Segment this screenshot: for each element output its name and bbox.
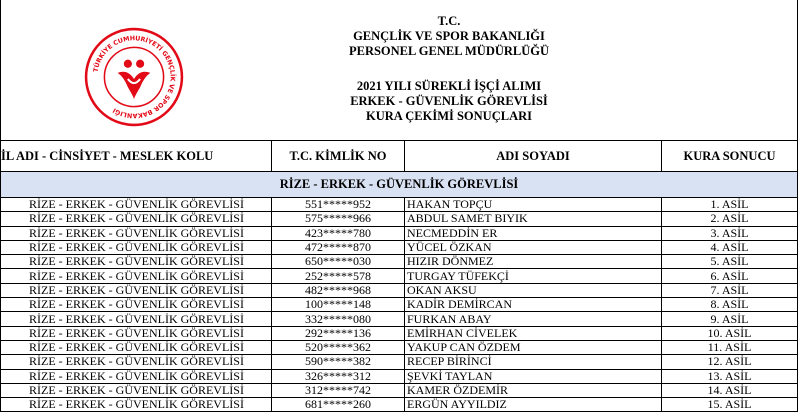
cell-province: RİZE - ERKEK - GÜVENLİK GÖREVLİSİ	[1, 198, 272, 212]
title-line-recruitment: 2021 YILI SÜREKLİ İŞÇİ ALIMI	[356, 79, 542, 93]
cell-id-number: 482*****968	[272, 283, 405, 297]
cell-province: RİZE - ERKEK - GÜVENLİK GÖREVLİSİ	[1, 398, 272, 412]
cell-province: RİZE - ERKEK - GÜVENLİK GÖREVLİSİ	[1, 255, 272, 269]
cell-id-number: 292*****136	[272, 326, 405, 340]
table-row	[1, 298, 798, 312]
cell-name: HIZIR DÖNMEZ	[405, 255, 662, 269]
table-row	[1, 255, 798, 269]
svg-text:TÜRKİYE CUMHURİYETİ GENÇLİK VE: TÜRKİYE CUMHURİYETİ GENÇLİK VE SPOR BAKANLIĞI	[92, 35, 176, 119]
cell-name: EMİRHAN CİVELEK	[405, 326, 662, 340]
cell-id-number: 423*****780	[272, 226, 405, 240]
table-row	[1, 340, 798, 354]
cell-province: RİZE - ERKEK - GÜVENLİK GÖREVLİSİ	[1, 340, 272, 354]
cell-id-number: 252*****578	[272, 269, 405, 283]
results-table	[0, 140, 798, 412]
cell-id-number: 472*****870	[272, 240, 405, 254]
cell-id-number: 590*****382	[272, 355, 405, 369]
cell-province: RİZE - ERKEK - GÜVENLİK GÖREVLİSİ	[1, 369, 272, 383]
table-row	[1, 312, 798, 326]
cell-result: 13. ASİL	[662, 369, 798, 383]
column-header-result: KURA SONUCU	[662, 141, 798, 172]
column-header-id-number: T.C. KİMLİK NO	[272, 141, 405, 172]
cell-name: YÜCEL ÖZKAN	[405, 240, 662, 254]
cell-name: HAKAN TOPÇU	[405, 198, 662, 212]
cell-province: RİZE - ERKEK - GÜVENLİK GÖREVLİSİ	[1, 326, 272, 340]
table-body	[1, 198, 798, 412]
cell-id-number: 326*****312	[272, 369, 405, 383]
cell-id-number: 100*****148	[272, 298, 405, 312]
cell-province: RİZE - ERKEK - GÜVENLİK GÖREVLİSİ	[1, 283, 272, 297]
cell-province: RİZE - ERKEK - GÜVENLİK GÖREVLİSİ	[1, 383, 272, 397]
cell-result: 14. ASİL	[662, 383, 798, 397]
cell-name: NECMEDDİN ER	[405, 226, 662, 240]
cell-result: 12. ASİL	[662, 355, 798, 369]
cell-name: FURKAN ABAY	[405, 312, 662, 326]
table-row	[1, 369, 798, 383]
cell-result: 4. ASİL	[662, 240, 798, 254]
cell-result: 15. ASİL	[662, 398, 798, 412]
table-row	[1, 198, 798, 212]
cell-name: OKAN AKSU	[405, 283, 662, 297]
cell-province: RİZE - ERKEK - GÜVENLİK GÖREVLİSİ	[1, 240, 272, 254]
cell-name: KAMER ÖZDEMİR	[405, 383, 662, 397]
table-row	[1, 355, 798, 369]
title-line-results: KURA ÇEKİMİ SONUÇLARI	[366, 109, 532, 123]
table-row	[1, 226, 798, 240]
cell-result: 9. ASİL	[662, 312, 798, 326]
table-row	[1, 326, 798, 340]
cell-province: RİZE - ERKEK - GÜVENLİK GÖREVLİSİ	[1, 312, 272, 326]
cell-name: ŞEVKİ TAYLAN	[405, 369, 662, 383]
cell-result: 6. ASİL	[662, 269, 798, 283]
table-header-row	[1, 141, 798, 172]
cell-province: RİZE - ERKEK - GÜVENLİK GÖREVLİSİ	[1, 269, 272, 283]
cell-result: 5. ASİL	[662, 255, 798, 269]
table-row	[1, 212, 798, 226]
cell-province: RİZE - ERKEK - GÜVENLİK GÖREVLİSİ	[1, 298, 272, 312]
cell-result: 3. ASİL	[662, 226, 798, 240]
cell-id-number: 332*****080	[272, 312, 405, 326]
cell-name: ERGÜN AYYILDIZ	[405, 398, 662, 412]
cell-name: TURGAY TÜFEKÇİ	[405, 269, 662, 283]
cell-id-number: 520*****362	[272, 340, 405, 354]
cell-id-number: 681*****260	[272, 398, 405, 412]
cell-name: KADİR DEMİRCAN	[405, 298, 662, 312]
cell-result: 7. ASİL	[662, 283, 798, 297]
cell-name: ABDUL SAMET BIYIK	[405, 212, 662, 226]
document-header	[1, 0, 797, 140]
cell-id-number: 650*****030	[272, 255, 405, 269]
title-line-tc: T.C.	[437, 14, 461, 28]
cell-name: YAKUP CAN ÖZDEM	[405, 340, 662, 354]
cell-result: 11. ASİL	[662, 340, 798, 354]
cell-id-number: 575*****966	[272, 212, 405, 226]
title-line-directorate: PERSONEL GENEL MÜDÜRLÜĞÜ	[348, 44, 550, 58]
cell-province: RİZE - ERKEK - GÜVENLİK GÖREVLİSİ	[1, 355, 272, 369]
cell-result: 1. ASİL	[662, 198, 798, 212]
cell-province: RİZE - ERKEK - GÜVENLİK GÖREVLİSİ	[1, 226, 272, 240]
title-line-position: ERKEK - GÜVENLİK GÖREVLİSİ	[350, 94, 548, 108]
table-row	[1, 240, 798, 254]
cell-id-number: 551*****952	[272, 198, 405, 212]
column-header-province: İL ADI - CİNSİYET - MESLEK KOLU	[1, 141, 272, 172]
document-title-block	[1, 14, 797, 124]
cell-result: 8. ASİL	[662, 298, 798, 312]
table-row	[1, 383, 798, 397]
title-line-ministry: GENÇLİK VE SPOR BAKANLIĞI	[353, 29, 545, 43]
group-header-row	[1, 172, 798, 198]
cell-result: 10. ASİL	[662, 326, 798, 340]
column-header-name: ADI SOYADI	[405, 141, 662, 172]
cell-name: RECEP BİRİNCİ	[405, 355, 662, 369]
table-row	[1, 269, 798, 283]
group-title: RİZE - ERKEK - GÜVENLİK GÖREVLİSİ	[1, 172, 798, 198]
cell-province: RİZE - ERKEK - GÜVENLİK GÖREVLİSİ	[1, 212, 272, 226]
cell-id-number: 312*****742	[272, 383, 405, 397]
table-row	[1, 283, 798, 297]
cell-result: 2. ASİL	[662, 212, 798, 226]
